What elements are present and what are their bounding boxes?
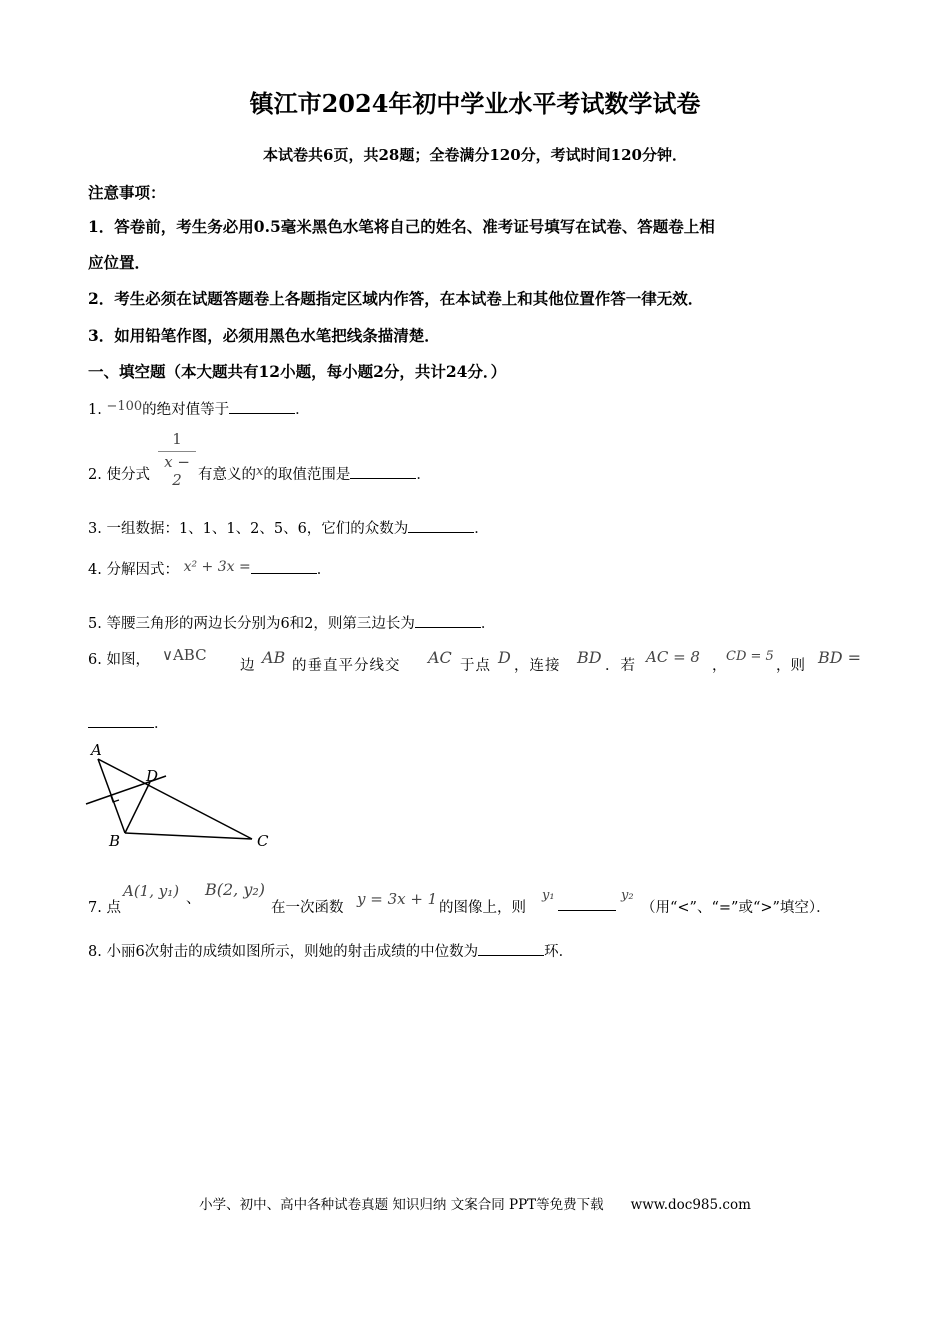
notice-item-3: 3．如用铅笔作图，必须用黑色水笔把线条描清楚．	[88, 326, 440, 345]
q6-number: 6. 如图，	[88, 652, 150, 668]
fraction-bar	[158, 451, 196, 452]
q1-text: 的绝对值等于	[142, 402, 230, 418]
q6-answer-row: ．	[88, 712, 169, 733]
question-5: 5. 等腰三角形的两边长分别为6和2，则第三边长为 ．	[88, 612, 495, 633]
page-title: 镇江市2024年初中学业水平考试数学试卷	[249, 89, 701, 118]
exam-summary: 本试卷共6页，共28题；全卷满分120分，考试时间120分钟．	[263, 146, 687, 164]
q6-bd: BD	[577, 648, 602, 667]
q2-var: x	[256, 464, 264, 479]
q7-hint: （用“<”、“=”或“>”填空）．	[641, 900, 831, 916]
q2-number: 2. 使分式	[88, 467, 150, 483]
question-1: 1. −100的绝对值等于 ．	[88, 399, 310, 418]
q2-denominator: x − 2	[164, 453, 190, 489]
question-2-rest: 有意义的x的取值范围是 ．	[198, 464, 431, 483]
q6-condition-cd: CD = 5	[726, 649, 774, 664]
footer: 小学、初中、高中各种试卷真题 知识归纳 文案合同 PPT等免费下载 www.doc985.com	[199, 1197, 751, 1213]
q7-point-b: B(2, y₂)	[205, 880, 266, 899]
q6-answer-blank[interactable]	[88, 713, 154, 728]
notice-item-1-line-1: 1．答卷前，考生务必用0.5毫米黑色水笔将自己的姓名、准考证号填写在试卷、答题卷上相	[88, 217, 715, 236]
question-3: 3. 一组数据：1、1、1、2、5、6，它们的众数为 ．	[88, 517, 489, 538]
label-c: C	[257, 832, 269, 850]
q7-number: 7. 点	[88, 900, 121, 916]
section-heading: 一、填空题（本大题共有12小题，每小题2分，共计24分．）	[88, 362, 507, 381]
notice-item-2: 2．考生必须在试题答题卷上各题指定区域内作答，在本试卷上和其他位置作答一律无效．	[88, 289, 704, 308]
q1-number: 1.	[88, 402, 102, 418]
q1-math: −100	[106, 399, 143, 414]
q2-fraction	[158, 430, 196, 489]
q3-answer-blank[interactable]	[408, 518, 474, 533]
q6-d: D	[498, 648, 511, 667]
question-4: 4. 分解因式： x² + 3x = ．	[88, 559, 332, 578]
q6-ac: AC	[428, 648, 452, 667]
q4-answer-blank[interactable]	[251, 559, 317, 574]
label-a: A	[91, 741, 102, 759]
label-d: D	[146, 767, 159, 785]
q6-triangle: ∨ABC	[162, 646, 207, 664]
label-b: B	[109, 832, 121, 850]
q2-answer-blank[interactable]	[350, 464, 416, 479]
q6-condition-ac: AC = 8	[646, 648, 700, 666]
side-ac	[98, 759, 252, 839]
q7-y1: y₁	[542, 888, 555, 903]
q7-y2: y₂	[621, 888, 634, 903]
notice-item-1-line-2: 应位置．	[88, 253, 151, 272]
question-8: 8. 小丽6次射击的成绩如图所示，则她的射击成绩的中位数为 环．	[88, 940, 573, 961]
q7-point-a: A(1, y₁)	[123, 882, 180, 900]
q2-numerator: 1	[172, 430, 182, 448]
q8-answer-blank[interactable]	[478, 941, 544, 956]
side-bc	[125, 833, 252, 839]
q6-ab: AB	[262, 648, 286, 667]
q7-function: y = 3x + 1	[357, 890, 438, 908]
q7-answer-blank[interactable]	[558, 896, 616, 911]
q5-answer-blank[interactable]	[415, 613, 481, 628]
q1-answer-blank[interactable]	[229, 399, 295, 414]
q6-ask: BD =	[818, 648, 862, 667]
notice-heading: 注意事项：	[88, 183, 166, 202]
q4-math: x² + 3x =	[183, 559, 251, 575]
q6-triangle-figure	[80, 738, 280, 853]
